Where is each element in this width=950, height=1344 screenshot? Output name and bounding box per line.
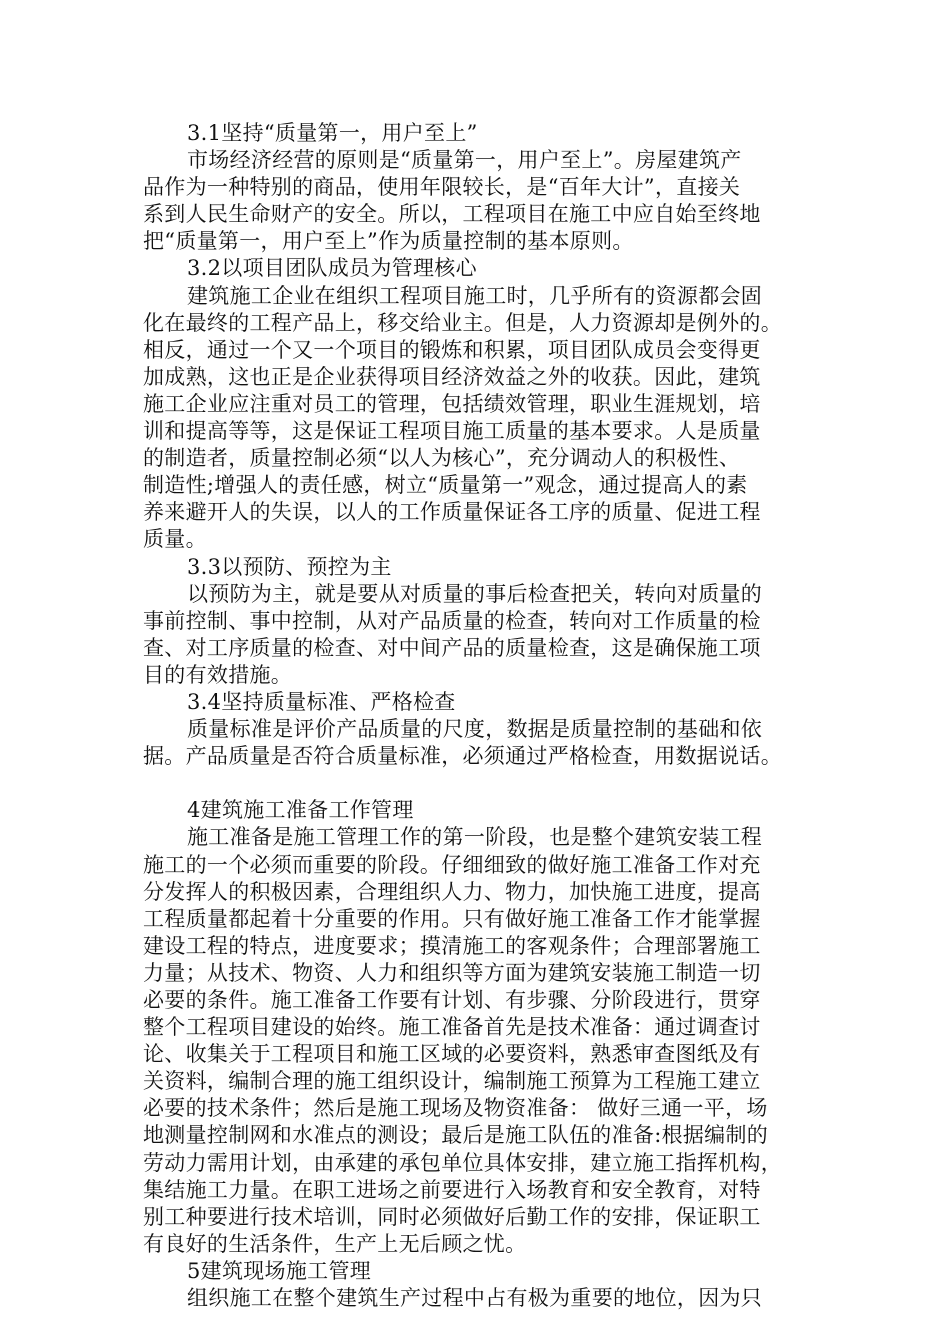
text-line: 质量。	[143, 527, 207, 552]
text-line: 化在最终的工程产品上，移交给业主。但是，人力资源却是例外的。	[143, 310, 782, 335]
text-line: 施工企业应注重对员工的管理，包括绩效管理，职业生涯规划，培	[143, 391, 761, 416]
text-line: 分发挥人的积极因素，合理组织人力、物力，加快施工进度，提高	[143, 879, 761, 904]
text-line: 施工准备是施工管理工作的第一阶段，也是整个建筑安装工程	[187, 825, 763, 850]
text-line: 5建筑现场施工管理	[187, 1258, 372, 1283]
text-line: 论、收集关于工程项目和施工区域的必要资料，熟悉审查图纸及有	[143, 1042, 761, 1067]
text-line: 工程质量都起着十分重要的作用。只有做好施工准备工作才能掌握	[143, 906, 761, 931]
document-body	[143, 120, 820, 1312]
text-line: 施工的一个必须而重要的阶段。仔细细致的做好施工准备工作对充	[143, 852, 761, 877]
text-line: 训和提高等等，这是保证工程项目施工质量的基本要求。人是质量	[143, 419, 761, 444]
text-line: 地测量控制网和水准点的测设；最后是施工队伍的准备:根据编制的	[143, 1123, 769, 1148]
text-line: 制造性;增强人的责任感，树立“质量第一”观念，通过提高人的素	[143, 473, 748, 498]
text-line: 劳动力需用计划，由承建的承包单位具体安排，建立施工指挥机构，	[143, 1150, 782, 1175]
text-line: 必要的条件。施工准备工作要有计划、有步骤、分阶段进行，贯穿	[143, 988, 761, 1012]
text-line: 别工种要进行技术培训，同时必须做好后勤工作的安排，保证职工	[143, 1204, 761, 1229]
text-line: 的制造者，质量控制必须“以人为核心”，充分调动人的积极性、	[143, 446, 741, 471]
text-line: 市场经济经营的原则是“质量第一，用户至上”。房屋建筑产	[187, 148, 742, 173]
text-line: 目的有效措施。	[143, 662, 293, 687]
text-line: 以预防为主，就是要从对质量的事后检查把关，转向对质量的	[187, 581, 763, 606]
text-line: 相反，通过一个又一个项目的锻炼和积累，项目团队成员会变得更	[143, 337, 761, 362]
text-line: 事前控制、事中控制，从对产品质量的检查，转向对工作质量的检	[143, 608, 761, 633]
text-line: 集结施工力量。在职工进场之前要进行入场教育和安全教育，对特	[143, 1177, 761, 1202]
text-line: 3.4坚持质量标准、严格检查	[187, 689, 456, 714]
text-line: 品作为一种特别的商品，使用年限较长，是“百年大计”，直接关	[143, 175, 741, 200]
text-line: 3.2以项目团队成员为管理核心	[187, 256, 477, 281]
text-line: 力量；从技术、物资、人力和组织等方面为建筑安装施工制造一切	[143, 960, 761, 985]
text-line: 养来避开人的失误，以人的工作质量保证各工序的质量、促进工程	[143, 500, 761, 525]
text-line: 建筑施工企业在组织工程项目施工时，几乎所有的资源都会固	[187, 283, 763, 308]
text-line: 3.3以预防、预控为主	[187, 554, 392, 579]
text-line: 建设工程的特点，进度要求；摸清施工的客观条件；合理部署施工	[143, 933, 761, 958]
blank-line	[143, 770, 820, 797]
text-line: 整个工程项目建设的始终。施工准备首先是技术准备：通过调查讨	[143, 1015, 761, 1040]
text-line: 系到人民生命财产的安全。所以，工程项目在施工中应自始至终地	[143, 202, 761, 227]
text-line: 必要的技术条件；然后是施工现场及物资准备： 做好三通一平，场	[143, 1096, 768, 1121]
text-line: 4建筑施工准备工作管理	[187, 798, 414, 823]
text-line: 把“质量第一，用户至上”作为质量控制的基本原则。	[143, 229, 634, 254]
text-line: 查、对工序质量的检查、对中间产品的质量检查，这是确保施工项	[143, 635, 761, 660]
text-line: 组织施工在整个建筑生产过程中占有极为重要的地位，因为只	[187, 1286, 763, 1311]
text-line: 关资料，编制合理的施工组织设计，编制施工预算为工程施工建立	[143, 1069, 761, 1094]
text-line: 3.1坚持“质量第一，用户至上”	[187, 121, 478, 145]
text-line: 据。产品质量是否符合质量标准，必须通过严格检查，用数据说话。	[143, 744, 782, 769]
text-line: 有良好的生活条件，生产上无后顾之忧。	[143, 1231, 527, 1256]
text-line: 加成熟，这也正是企业获得项目经济效益之外的收获。因此，建筑	[143, 364, 761, 389]
text-line: 质量标准是评价产品质量的尺度，数据是质量控制的基础和依	[187, 717, 763, 742]
